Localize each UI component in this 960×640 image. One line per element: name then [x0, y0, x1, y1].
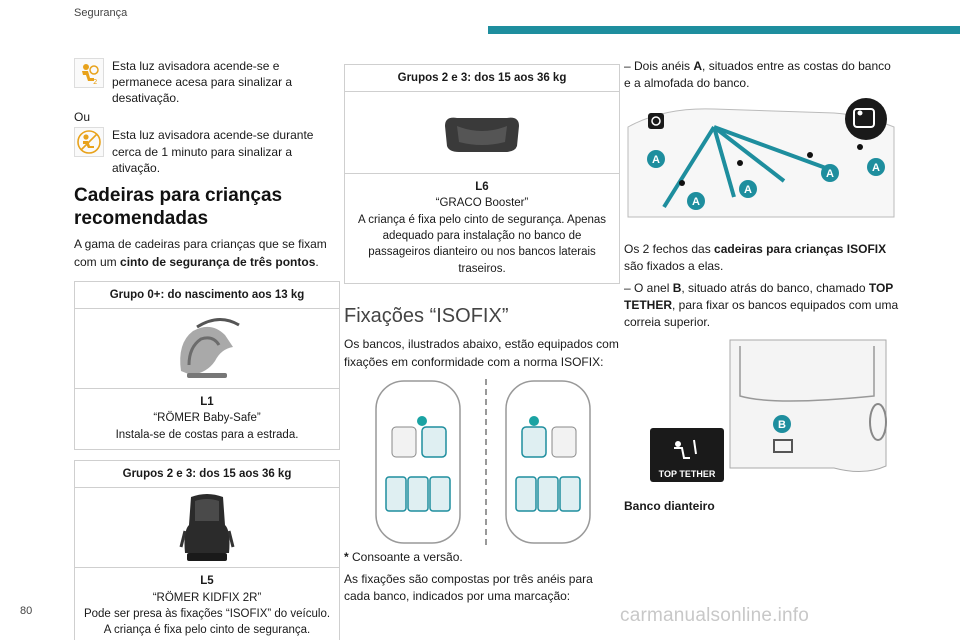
warning-row-deactivation	[74, 58, 340, 107]
seat-name: “RÖMER Baby-Safe”	[153, 412, 261, 425]
seat-name: “RÖMER KIDFIX 2R”	[152, 591, 262, 604]
svg-text:A: A	[826, 167, 834, 180]
seat-card-body	[75, 568, 339, 640]
svg-text:B: B	[778, 418, 786, 431]
watermark-text: carmanualsonline.info	[620, 605, 810, 626]
rings-a-item: – Dois anéis A, situados entre as costas do banco e a almofada do banco.	[624, 59, 891, 91]
warning-text-activation: Esta luz avisadora acende-se durante cerca de 1 minuto para sinalizar a ativação.	[112, 128, 314, 175]
isofix-seat-diagram	[344, 377, 620, 545]
warning-text-deactivation: Esta luz avisadora acende-se e permanece acesa para sinalizar a desativação.	[112, 59, 293, 106]
seat-card-l6	[344, 64, 620, 284]
top-tether-diagram	[624, 336, 900, 486]
baby-seat-image	[75, 309, 339, 389]
seat-card-header: Grupo 0+: do nascimento aos 13 kg	[75, 282, 339, 309]
seat-card-body	[75, 389, 339, 449]
version-note: * Consoante a versão.	[344, 550, 463, 565]
header-accent-bar	[488, 26, 960, 34]
seat-card-header: Grupos 2 e 3: dos 15 aos 36 kg	[75, 461, 339, 488]
svg-text:A: A	[744, 183, 752, 196]
column-middle	[344, 64, 620, 609]
isofix-small-icon	[648, 113, 664, 129]
seat-code: L1	[200, 396, 214, 409]
seat-name: “GRACO Booster”	[435, 197, 529, 210]
seat-description: Pode ser presa às fixações “ISOFIX” do veículo. A criança é fixa pelo cinto de segurança.	[83, 607, 331, 637]
column-right	[624, 58, 900, 515]
booster-seat-kidfix-image	[75, 488, 339, 568]
svg-text:2: 2	[93, 78, 98, 86]
airbag-on-warning-icon	[74, 127, 104, 157]
or-label: Ou	[74, 109, 91, 124]
vehicle-plan-right	[506, 381, 590, 543]
section-title-recommended-seats: Cadeiras para crianças recomendadas	[74, 184, 283, 230]
seat-code: L6	[475, 181, 489, 194]
svg-text:TOP TETHER: TOP TETHER	[658, 468, 716, 479]
seat-card-l5	[74, 460, 340, 640]
warning-row-activation	[74, 127, 340, 176]
svg-text:A: A	[872, 161, 880, 174]
ring-a-marker	[647, 150, 665, 168]
top-tether-symbol-icon	[650, 428, 724, 482]
isofix-symbol-icon	[845, 98, 887, 140]
recommended-intro: A gama de cadeiras para crianças que se fixam com um cinto de segurança de três pontos.	[74, 237, 327, 269]
isofix-intro: Os bancos, ilustrados abaixo, estão equipados com fixações em conformidade com a norma ISOFIX:	[344, 337, 619, 369]
svg-text:A: A	[692, 195, 700, 208]
booster-cushion-image	[345, 92, 619, 174]
column-left	[74, 58, 340, 640]
seat-description: A criança é fixa pelo cinto de segurança. Apenas adequado para instalação no banco de passageiros dianteiro ou nos bancos laterais traseiros.	[357, 213, 607, 275]
isofix-clips-text: Os 2 fechos das cadeiras para crianças ISOFIX são fixados a elas.	[624, 241, 887, 274]
seat-card-body	[345, 174, 619, 283]
seat-description: Instala-se de costas para a estrada.	[115, 428, 299, 441]
front-seat-title: Banco dianteiro	[624, 498, 715, 513]
header-section-title: Segurança	[74, 7, 128, 19]
ring-b-item: – O anel B, situado atrás do banco, chamado TOP TETHER, para fixar os bancos equipados com uma correia superior.	[624, 280, 899, 330]
seat-code: L5	[200, 575, 214, 588]
airbag-off-warning-icon	[74, 58, 104, 88]
seat-card-l1	[74, 281, 340, 450]
vehicle-plan-left	[376, 381, 460, 543]
svg-text:A: A	[652, 153, 660, 166]
seat-card-header: Grupos 2 e 3: dos 15 aos 36 kg	[345, 65, 619, 92]
isofix-rings-text: As fixações são compostas por três anéis para cada banco, indicados por uma marcação:	[344, 571, 593, 604]
ring-b-marker	[773, 415, 791, 433]
page-number: 80	[20, 605, 33, 617]
isofix-anchor-diagram	[624, 97, 900, 237]
section-title-isofix: Fixações “ISOFIX”	[344, 305, 509, 328]
